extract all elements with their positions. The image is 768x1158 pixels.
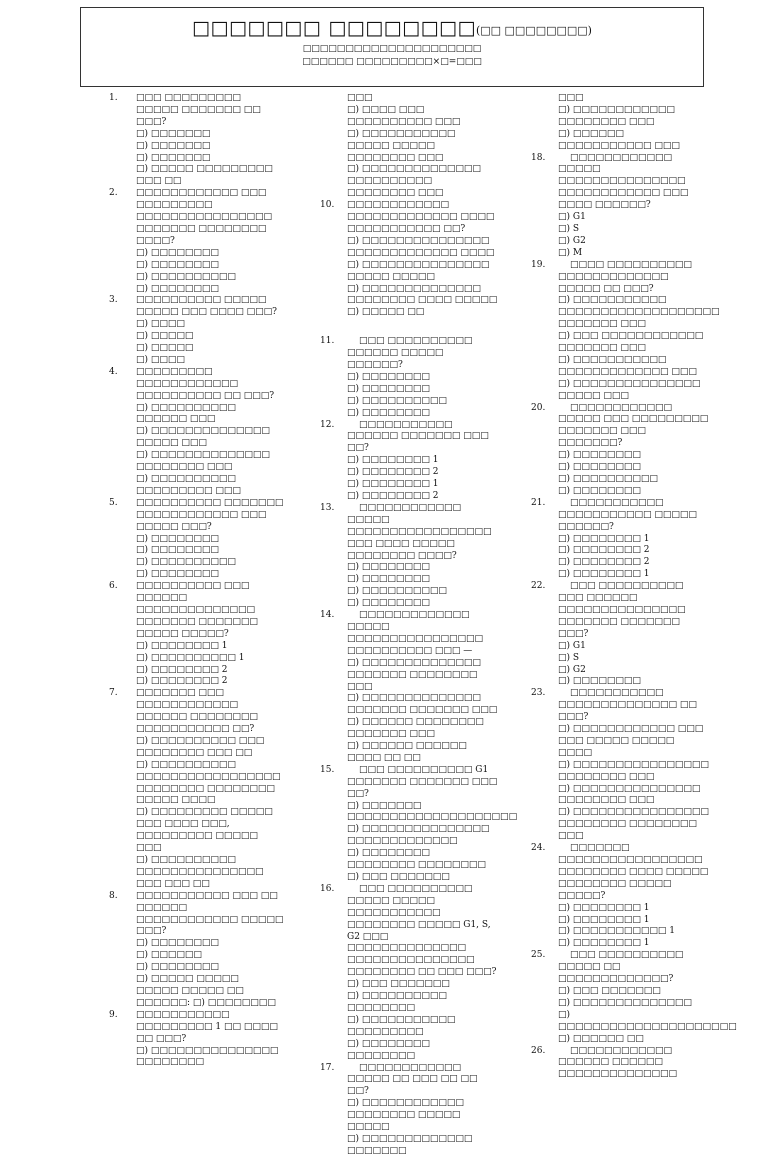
exam-title-paren: (□□ □□□□□□□□) (475, 24, 592, 37)
answer-option: □) □□□□□□□□ 2 (347, 467, 439, 478)
question-number: 7. (109, 688, 118, 699)
answer-option: □) □□□ □□□□□□□ (347, 872, 450, 882)
question-text: □□□□□□□□□ □□□□□□□□□□□□ □□□□□□□□□□ □□ □□□? (136, 366, 275, 401)
question-text: □□□ □□□□□□□□□□ G1 □□□□□□□ □□□□□□□ □□□ □□? (347, 764, 498, 799)
continuation-line: □□□ (558, 93, 584, 103)
exam-marks-line: □□□□□□ □□□□□□□□□×□=□□□ (302, 57, 482, 67)
answer-option: □) □□□□□□□□□□ (347, 586, 447, 597)
answer-option: □) □□□ □□□□□□□ (558, 985, 661, 996)
answer-option: □) □□□□□□□□□□ (558, 474, 658, 484)
question-text: □□□ □□□□□□□□□□ □□□□□□ □□□□□ □□□□□□? (347, 336, 473, 371)
answer-option: □) □□□□□□□□ (347, 383, 430, 394)
answer-option: □) □□□□□□□□ 2 (558, 557, 650, 568)
question-column-1 (109, 93, 284, 1069)
answer-option: □) □□□□□□□□ (347, 562, 430, 573)
question-number: 6. (109, 581, 118, 592)
question-number: 13. (320, 502, 335, 513)
answer-option: □) □□□□□□□□ (347, 371, 430, 382)
answer-option: □) □□□□□□□□□ □□□□□ □□□ □□□□ □□□, □□□□□□□□□ □□□□□ □□□ (136, 807, 273, 854)
answer-option: □) □□□□□□□□ 2 (136, 676, 228, 687)
question-text: □□□ □□□□□□□□□□ □□□□□ □□□□□ □□□□□□□□□□□ □□□□□□□□ □□□□□ G1, S, G2 □□□ □□□□□□□□□□□□□□ □□□□□□□□□□□□□□□ □□□□□□□□ □□ □□□ □□□? (347, 883, 497, 978)
answer-option: □) S (558, 652, 580, 663)
answer-option: □) □□□□□□ □□ (558, 1033, 644, 1044)
question-item (320, 764, 518, 884)
exam-title: □□□□□□□ □□□□□□□□ (192, 17, 476, 39)
question-number: 18. (531, 152, 546, 163)
question-item (320, 420, 500, 503)
question-item (109, 295, 284, 366)
question-number: 14. (320, 610, 335, 621)
answer-option: □) □□□□ (136, 354, 185, 365)
question-text: □□□□□□□□□□□□ □□□□□□□□□□□□□ □□□□ □□□□□□□□□□□ □□? (347, 200, 495, 234)
question-number: 21. (531, 497, 546, 508)
question-item (109, 688, 284, 890)
continuation-line: □) □□□□□□□□□□□ □□□□□ □□□□□ □□□□□□□□ □□□ (347, 128, 456, 163)
answer-option: □) □□□□□□□ □□□□□□□□□□□□□□□□□□□□ (347, 800, 518, 823)
question-text: □□□ □□□□□□□□□ □□□□□ □□□□□□□ □□ □□□? (136, 93, 261, 127)
continuation-line: □) □□□□□□□□□□□□ □□□□□□□□ □□□ (558, 104, 675, 127)
answer-option: □) □□□□□□□□ (558, 462, 641, 473)
question-text: □□□□□□□□□□□ □□□□□□□□□□□□□□ □□ □□□? (558, 688, 697, 723)
question-item (109, 581, 284, 688)
answer-option: □) G1 (558, 212, 586, 223)
answer-option: □) □□□□□□□□ (558, 485, 641, 496)
question-number: 5. (109, 497, 118, 508)
question-item (531, 581, 709, 688)
question-number: 25. (531, 950, 546, 961)
answer-option: □) □□□□ (136, 319, 185, 330)
answer-option: □) □□□□□□□□□□□□□□ □□□□□□□ □□□□□□□□ □□□ (347, 657, 481, 692)
question-text: □□□□□□□□□□□ □□□□□□□□□□□ □□□□□ □□□□□□? (558, 497, 697, 532)
question-text: □□□□□□□□□□□□ □□□□□ □□□ □□□□□□□□□ □□□□□□□ □□□ □□□□□□□? (558, 402, 709, 449)
question-number: 8. (109, 890, 118, 901)
answer-option: □) □□□□□□□□□□□□□□ □□□□□□□□ □□□□ □□□□□ (347, 283, 498, 306)
answer-option: □) □□□□□□□□□□□□□□□□ □□□□□□□□ □□□□□□□□ □□□ (558, 807, 709, 842)
question-number: 1. (109, 93, 118, 103)
question-text: □□□□ □□□□□□□□□□ □□□□□□□□□□□□□ □□□□□ □□ □□□? (558, 259, 692, 294)
answer-option: □) □□□□□□□□□□ (136, 557, 236, 568)
answer-option: □) □□□□□□□□□□ □□□□□□□□□ □□□ (136, 474, 241, 496)
question-item (109, 1010, 284, 1070)
question-text: □□□□□□□□□□□□ □□□ □□□□□□□□□ □□□□□□□□□□□□□□□□ □□□□□□□ □□□□□□□□ □□□□? (136, 188, 273, 246)
question-item (320, 1063, 500, 1158)
answer-option: □) □□□□□□□ (136, 128, 211, 139)
question-item (320, 503, 500, 610)
answer-option: □) □□□□□ □□ (347, 307, 425, 318)
question-number: 20. (531, 402, 546, 413)
answer-option: □) □□□□□□□□□□□□□□□ □□□□□□□□□□□□□ (347, 824, 490, 847)
answer-option: □) □□□□□□□□ 1 (347, 479, 439, 490)
continuation-line: □) □□□□□□□□□□□□□□ □□□□□□□□□□ □□□□□□□□ □□□ (347, 164, 481, 199)
question-number: 26. (531, 1045, 546, 1056)
answer-option: □) □□□□□□□□ 2 (347, 491, 439, 501)
question-text: □□□□□□□ □□□□□□□□□□□□□□□□□ □□□□□□□□ □□□□ □□□□□ □□□□□□□□ □□□□□ □□□□□? (558, 843, 709, 901)
answer-option: □) □□□ □□□□□□□□□□□□ □□□□□□□ □□□ (558, 331, 704, 354)
answer-option: □) □□□□□□□□ 2 (136, 664, 228, 675)
question-number: 24. (531, 843, 546, 854)
answer-option: □) M (558, 247, 583, 258)
question-item (109, 891, 284, 1010)
question-number: 12. (320, 419, 335, 430)
answer-option: □) G1 (558, 640, 586, 651)
answer-option: □) □□□□□□□□□□ □□□□□□□□□□□□□□□ □□□ □□□ □□ (136, 855, 264, 889)
answer-option: □) □□□□□□□□ (136, 283, 219, 294)
answer-option: □) □□□□□□□□□□□□□□□ □□□□□ □□□□□ (347, 259, 490, 282)
answer-option: □) □□□□□ (136, 331, 194, 342)
question-number: 11. (320, 336, 335, 347)
answer-option: □) □□□□□□□□ 1 (558, 533, 650, 544)
answer-option: □) □□□□□□□□ (347, 574, 430, 585)
answer-option: □) □□□□□□□□□□ (347, 395, 447, 406)
question-text: □□□□□□□ □□□ □□□□□□□□□□□□ □□□□□□ □□□□□□□□ □□□□□□□□□□□ □□? (136, 688, 258, 735)
question-item (320, 884, 500, 1063)
question-text: □□□□□□□□□□□ □□□ □□ □□□□□□ □□□□□□□□□□□□ □□□□□ □□□? (136, 890, 284, 937)
answer-option: □) □□□□□□□□□□ 1 (136, 652, 245, 663)
question-number: 4. (109, 366, 118, 377)
question-continuation (320, 93, 500, 200)
answer-option: □) □□□□□□□□ (558, 676, 641, 687)
question-number: 17. (320, 1062, 335, 1073)
answer-option: □) □□□□□□□□□□ □□□□□□ □□□ (136, 402, 236, 425)
question-number: 23. (531, 688, 546, 699)
question-item (531, 403, 709, 498)
answer-option: □) □□□□□□□□ (136, 247, 219, 258)
answer-option: □) G2 (558, 235, 586, 246)
answer-option: □) □□□□□□□□ (136, 533, 219, 544)
answer-option: □) □□□□□ □□□□□ □□□□□ □□□□□ □□ (136, 974, 244, 996)
question-text: □□□ □□□□□□□□□□ □□□ □□□□□□ □□□□□□□□□□□□□□□ □□□□□□□ □□□□□□□ □□□? (558, 581, 686, 639)
question-number: 2. (109, 188, 118, 199)
question-item (320, 200, 500, 319)
answer-option: □) □□□□□□□□□□□□□□ □□□□□□□ □□□□□□□ □□□ (347, 693, 498, 716)
answer-key: □□□□□□: □) □□□□□□□□ (136, 997, 276, 1008)
answer-option: □) □□□□□□□□□□□□□□□ □□□□□□□□ (136, 1045, 279, 1068)
question-item (320, 610, 500, 765)
question-item (109, 93, 284, 188)
answer-option: □) □□□□□ (136, 343, 194, 354)
answer-option: □) □□□□□□□□ (136, 938, 219, 949)
answer-option: □) □□□□□□□□ (136, 259, 219, 270)
answer-option: □) □□□□□□□□□□□□□ □□□□□□□ (347, 1133, 473, 1156)
question-number: 9. (109, 1009, 118, 1020)
exam-subtitle: □□□□□□□□□□□□□□□□□□□□□ (302, 44, 482, 54)
question-number: 3. (109, 295, 118, 306)
answer-option: □) □□□□□□□□ □□□□□□□□ □□□□□□□□ (347, 848, 486, 871)
answer-option: □) □□□□□□□□□□□ □□□□□□□□□□□□□ □□□ (558, 354, 697, 377)
question-number: 15. (320, 764, 335, 775)
question-item (109, 367, 284, 498)
question-item (320, 336, 500, 419)
answer-option: □) □□□□□□□□ (136, 962, 219, 973)
answer-option: □) □□□□□□□□ (558, 450, 641, 461)
question-item (531, 1046, 709, 1082)
answer-option: □) □□□□□□□□□□□ □□□□□□□□□□□□□□□□□□□ □□□□□□□ □□□ (558, 295, 720, 330)
answer-option: □) □□□□□□□□□□□□□□□□ □□□□□□□□ □□□ (558, 759, 709, 782)
continuation-line: □) □□□□ □□□ □□□□□□□□□□ □□□ (347, 104, 461, 127)
answer-option: □) □□□□□□ □□□□□□□□ □□□□□□□ □□□ (347, 717, 484, 740)
question-item (531, 498, 709, 581)
answer-option: □) □□□□□□□□□□ (136, 271, 236, 282)
answer-option: □) □□□□□□□□ 1 (558, 569, 650, 580)
question-number: 16. (320, 883, 335, 894)
answer-option: □) □□□□□□□□ □□□□□□□□ (347, 1038, 430, 1061)
answer-option: □) □□□□□□□□□□□□ □□□ □□□ □□□□□ □□□□□ □□□□ (558, 724, 704, 758)
question-item (531, 950, 737, 1045)
answer-option: □) □□□□□□□ (136, 140, 211, 151)
answer-option: □) □□□□□□□□ (136, 545, 219, 556)
answer-option: □) □□□□□□□□□□ □□□□□□□□ (347, 991, 447, 1013)
answer-option: □) □□□□□□ (136, 950, 202, 961)
question-text: □□□ □□□□□□□□□□ □□□□□ □□ □□□□□□□□□□□□□? (558, 950, 684, 985)
answer-option: □) □□□□□□□□□□□□ □□□□□□□□ □□□□□ □□□□□ (347, 1098, 464, 1133)
question-text: □□□□□□□□□□□ □□□□□□□□□ 1 □□ □□□□ □□ □□□? (136, 1009, 278, 1044)
answer-option: □) □□□□□□□□ (347, 407, 430, 418)
answer-option: □) □□□□□□□□□□□□□□ □□□□□□□□ □□□ (136, 450, 270, 473)
answer-option: □) □□□□□□□□ 1 (136, 640, 228, 651)
exam-title-line (81, 16, 703, 43)
answer-option: □) □□□□□□□□ (136, 569, 219, 580)
question-number: 22. (531, 581, 546, 592)
question-item (531, 259, 720, 403)
question-item (531, 843, 709, 950)
question-text: □□□□□□□□□□□□ □□□□□□ □□□□□□ □□□□□□□□□□□□□□ (558, 1045, 678, 1080)
answer-option: □) □□□□□□□□□□□□□□ □□□□□ □□□ (136, 426, 270, 449)
question-text: □□□□□□□□□□□□□ □□□□□ □□□□□□□□□□□□□□□□ □□□□□□□□□□ □□□ — (347, 610, 484, 656)
answer-option: □) S (558, 223, 580, 234)
answer-option: □) □□□□□□□□□□□ 1 (558, 926, 675, 937)
answer-option: □) □□□□□□□□□□□□□□ (558, 997, 692, 1008)
question-text: □□□□□□□□□□□ □□□□□□ □□□□□□□ □□□ □□? (347, 419, 489, 454)
answer-option: □) □□□□□□□□□□□□□□□ □□□□□□□□ □□□ (558, 783, 701, 806)
answer-option: □) □□□ □□□□□□□ (347, 979, 450, 990)
exam-header (80, 7, 704, 87)
answer-option: □) □□□□□□□□ 1 (558, 902, 650, 913)
continuation-line: □) □□□□□□ □□□□□□□□□□□ □□□ (558, 128, 680, 151)
answer-option: □) □□□□□□□□□□□□□□□ □□□□□ □□□ (558, 378, 701, 401)
question-text: □□□□□□□□□□□□ □□□□□ □□□□□□□□□□□□□□□□□ □□□ □□□□ □□□□□ □□□□□□□□ □□□□? (347, 502, 492, 561)
question-item (531, 153, 709, 260)
question-continuation (531, 93, 709, 153)
question-text: □□□□□□□□□□ □□□□□ □□□□□ □□□ □□□□ □□□? (136, 295, 277, 318)
answer-option: □) □□□□□□□□ 2 (558, 545, 650, 556)
answer-option: □) □□□□□□□□□□□□□□□ □□□□□□□□□□□□□ □□□□ (347, 235, 495, 258)
continuation-line: □□□ (347, 93, 373, 103)
answer-option: □) □□□□□□□□ 1 (558, 938, 650, 949)
question-item (109, 188, 284, 295)
question-column-2 (320, 93, 518, 1158)
answer-option: □) □□□□□□ □□□□□□ □□□□ □□ □□ (347, 741, 467, 763)
answer-option: □) □□□□□□□□□□□ □□□□□□□□□ (347, 1014, 456, 1037)
column-gap (320, 319, 500, 336)
answer-option: □) □□□□□ □□□□□□□□□ □□□ □□ (136, 164, 273, 187)
answer-option: □) □□□□□□□□□□ □□□ □□□□□□□□ □□□ □□ (136, 735, 265, 758)
answer-option: □) G2 (558, 664, 586, 675)
question-text: □□□□□□□□□□ □□□ □□□□□□ □□□□□□□□□□□□□□ □□□□□□□ □□□□□□□ □□□□□ □□□□□? (136, 581, 258, 639)
answer-option: □) □□□□□□□□□□ □□□□□□□□□□□□□□□□□ □□□□□□□□ □□□□□□□□ □□□□□ □□□□ (136, 759, 281, 806)
question-column-3 (531, 93, 737, 1081)
question-number: 10. (320, 200, 335, 211)
question-item (109, 498, 284, 581)
answer-option: □) □□□□□□□□ 1 (347, 455, 439, 466)
answer-option: □) □□□□□□□□ 1 (558, 914, 650, 925)
answer-option: □) □□□□□□□□ (347, 598, 430, 609)
question-item (531, 688, 709, 843)
question-number: 19. (531, 259, 546, 270)
question-text: □□□□□□□□□□□□ □□□□□ □□□□□□□□□□□□□□□ □□□□□□□□□□□□ □□□ □□□□ □□□□□□? (558, 152, 689, 211)
answer-option: □) □□□□□□□□□□□□□□□□□□□□□ (558, 1009, 737, 1032)
question-text: □□□□□□□□□□ □□□□□□□ □□□□□□□□□□□□ □□□ □□□□□ □□□? (136, 497, 284, 532)
question-text: □□□□□□□□□□□□ □□□□□ □□ □□□ □□ □□ □□? (347, 1062, 478, 1097)
answer-option: □) □□□□□□□ (136, 152, 211, 163)
